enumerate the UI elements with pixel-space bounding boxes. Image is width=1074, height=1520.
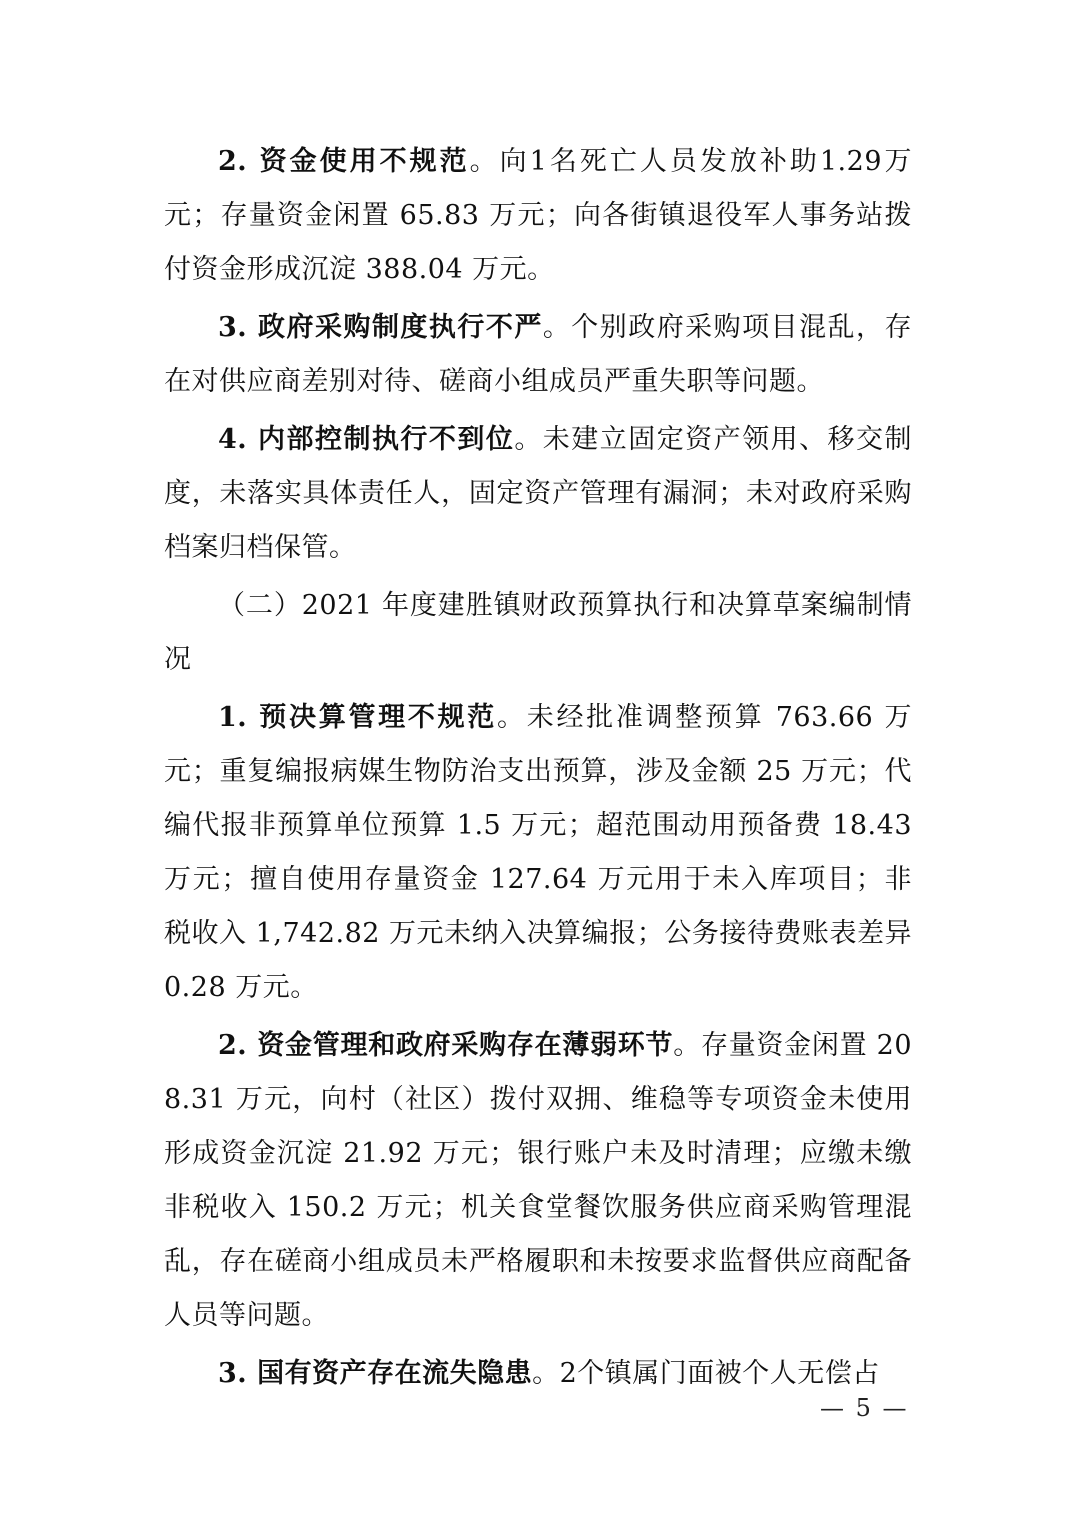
paragraph-internal-control [164,413,912,575]
paragraph-budget-management [164,691,912,1015]
paragraph-body: 。未建立固定资产领用、移交制度，未落实具体责任人，固定资产管理有漏洞；未对政府采购档案归档保管。 [164,424,912,563]
paragraph-body: 。未经批准调整预算 763.66 万元；重复编报病媒生物防治支出预算，涉及金额 25 万元；代编代报非预算单位预算 1.5 万元；超范围动用预备费 18.43 万元；擅自使用存量资金 127.64 万元用于未入库项目；非税收入 1,742.82 万元未纳入决算编报；公务接待费账表差异 0.28 万元。 [164,702,912,1003]
paragraph-body: 。存量资金闲置 208.31 万元，向村（社区）拨付双拥、维稳等专项资金未使用形成资金沉淀 21.92 万元；银行账户未及时清理；应缴未缴非税收入 150.2 万元；机关食堂餐饮服务供应商采购管理混乱，存在磋商小组成员未严格履职和未按要求监督供应商配备人员等问题。 [164,1030,912,1331]
paragraph-state-assets [164,1347,912,1401]
paragraph-body: 。个别政府采购项目混乱，存在对供应商差别对待、磋商小组成员严重失职等问题。 [164,312,913,397]
paragraph-procurement [164,301,912,409]
page-number: — 5 — [820,1394,909,1422]
paragraph-fund-use [164,135,912,297]
paragraph-heading: 2. 资金管理和政府采购存在薄弱环节 [218,1030,674,1061]
paragraph-body: 。向1名死亡人员发放补助1.29万元；存量资金闲置 65.83 万元；向各街镇退役军人事务站拨付资金形成沉淀 388.04 万元。 [164,146,913,285]
section-title: （二）2021 年度建胜镇财政预算执行和决算草案编制情况 [164,590,912,675]
section-heading [164,579,912,687]
paragraph-body: 。2个镇属门面被个人无偿占 [532,1358,880,1389]
paragraph-fund-procurement [164,1019,912,1343]
paragraph-heading: 2. 资金使用不规范 [218,146,470,177]
paragraph-heading: 3. 国有资产存在流失隐患 [218,1358,533,1389]
paragraph-heading: 3. 政府采购制度执行不严 [218,312,543,343]
document-page [164,135,912,1401]
paragraph-heading: 1. 预决算管理不规范 [218,702,498,733]
paragraph-heading: 4. 内部控制执行不到位 [218,424,515,455]
